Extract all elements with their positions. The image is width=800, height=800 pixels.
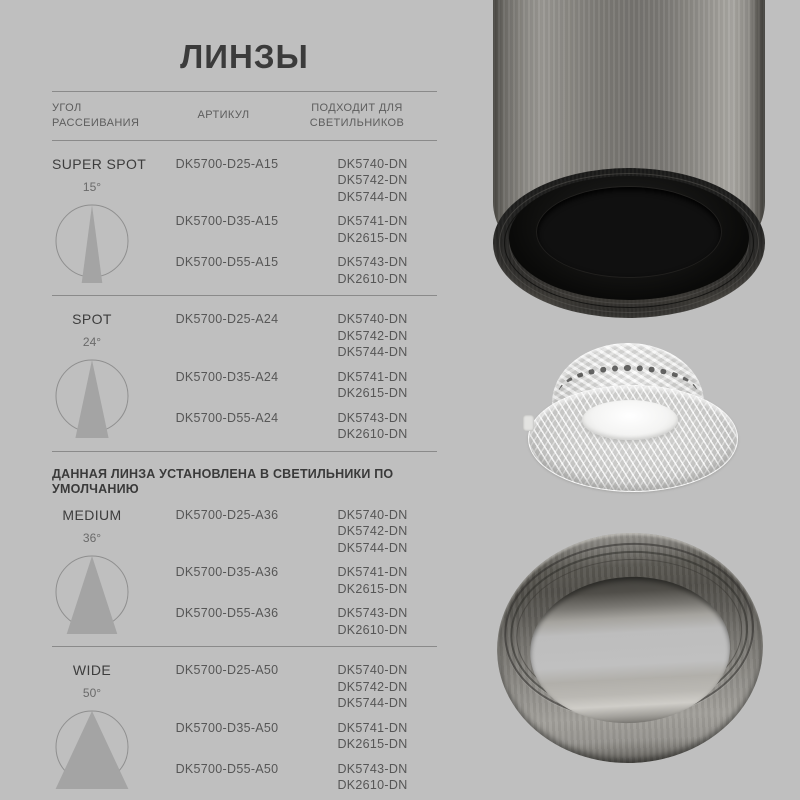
- fixture-item: DK5743-DN: [337, 255, 408, 270]
- fixtures-cell: [322, 564, 437, 597]
- fixture-item: DK5741-DN: [337, 214, 408, 229]
- fixture-item: DK5742-DN: [337, 524, 408, 539]
- beam-cone: [75, 360, 108, 438]
- fixture-item: DK5740-DN: [337, 663, 408, 678]
- fixture-item: DK2615-DN: [337, 386, 408, 401]
- fixture-item: DK5744-DN: [337, 540, 408, 555]
- table-row: [132, 720, 437, 753]
- table-header: [52, 92, 437, 140]
- table-row: [132, 213, 437, 246]
- page-title: ЛИНЗЫ: [180, 38, 309, 75]
- fixture-item: DK5741-DN: [337, 565, 408, 580]
- fixture-item: DK5741-DN: [337, 369, 408, 384]
- beam-angle-column: [52, 507, 132, 647]
- fixture-item: DK5744-DN: [337, 189, 408, 204]
- fixtures-cell: [322, 369, 437, 402]
- article-cell: DK5700-D35-A15: [175, 214, 279, 229]
- default-lens-note: ДАННАЯ ЛИНЗА УСТАНОВЛЕНА В СВЕТИЛЬНИКИ ПО УМОЛЧАНИЮ: [52, 466, 394, 496]
- article-cell: DK5700-D55-A50: [175, 761, 279, 776]
- section-rows: [132, 662, 437, 800]
- beam-angle-value: 36°: [82, 530, 102, 545]
- table-row: [132, 156, 437, 206]
- fixtures-cell: [322, 156, 437, 206]
- section-rows: [132, 311, 437, 451]
- article-cell: DK5700-D35-A24: [175, 369, 279, 384]
- article-cell: DK5700-D55-A36: [175, 606, 279, 621]
- beam-angle-value: 15°: [82, 179, 102, 194]
- fixture-item: DK5742-DN: [337, 173, 408, 188]
- fixture-item: DK5743-DN: [337, 410, 408, 425]
- fixture-item: DK2610-DN: [337, 271, 408, 286]
- table-row: [132, 311, 437, 361]
- beam-angle-value: 24°: [82, 335, 102, 350]
- article-cell: DK5700-D55-A24: [175, 410, 279, 425]
- fixture-item: DK2610-DN: [337, 778, 408, 793]
- fixtures-cell: [322, 662, 437, 712]
- lens-section: [52, 296, 437, 452]
- table-row: [132, 761, 437, 794]
- beam-name: SUPER SPOT: [52, 155, 147, 172]
- luminaire-body-photo: [493, 0, 765, 320]
- beam-cone: [56, 711, 129, 789]
- lens-table: [52, 0, 437, 800]
- lens-section: [52, 141, 437, 297]
- fixtures-cell: [322, 720, 437, 753]
- fixture-item: DK2610-DN: [337, 622, 408, 637]
- decorative-ring-photo: [491, 526, 769, 770]
- beam-angle-column: [52, 311, 132, 451]
- table-row: [132, 564, 437, 597]
- fixtures-cell: [322, 605, 437, 638]
- article-cell: DK5700-D35-A50: [175, 720, 279, 735]
- beam-cone: [82, 205, 103, 283]
- table-row: [132, 369, 437, 402]
- section-rows: [132, 156, 437, 296]
- beam-angle-column: [52, 662, 132, 800]
- section-rows: [132, 507, 437, 647]
- fixtures-cell: [322, 311, 437, 361]
- fixture-item: DK5744-DN: [337, 696, 408, 711]
- fixture-item: DK5743-DN: [337, 606, 408, 621]
- lens-section: [52, 647, 437, 800]
- lens-section: [52, 452, 437, 648]
- beam-angle-diagram: [54, 551, 130, 635]
- beam-cone: [67, 556, 118, 634]
- column-header-article: АРТИКУЛ: [197, 109, 250, 122]
- beam-name: MEDIUM: [62, 506, 122, 523]
- beam-name: SPOT: [72, 311, 112, 328]
- beam-angle-column: [52, 155, 147, 296]
- fixtures-cell: [322, 761, 437, 794]
- fixture-item: DK5744-DN: [337, 345, 408, 360]
- lens-tab: [523, 415, 534, 431]
- fixture-item: DK5740-DN: [337, 507, 408, 522]
- fixtures-cell: [322, 507, 437, 557]
- beam-angle-diagram: [54, 706, 130, 790]
- beam-name: WIDE: [72, 662, 112, 679]
- fixture-item: DK2615-DN: [337, 581, 408, 596]
- table-row: [132, 254, 437, 287]
- sections: [52, 141, 437, 800]
- luminaire-bottom-rim: [493, 168, 765, 318]
- fixture-item: DK5740-DN: [337, 156, 408, 171]
- fixtures-cell: [322, 213, 437, 246]
- beam-angle-value: 50°: [82, 686, 102, 701]
- fixture-item: DK5741-DN: [337, 720, 408, 735]
- column-header-fixtures: ПОДХОДИТ ДЛЯ СВЕТИЛЬНИКОВ: [309, 102, 405, 129]
- article-cell: DK5700-D25-A24: [175, 312, 279, 327]
- table-row: [132, 410, 437, 443]
- article-cell: DK5700-D55-A15: [175, 255, 279, 270]
- beam-angle-diagram: [54, 200, 130, 284]
- fixture-item: DK5743-DN: [337, 761, 408, 776]
- table-row: [132, 662, 437, 712]
- fixture-item: DK5740-DN: [337, 312, 408, 327]
- fixture-item: DK2615-DN: [337, 230, 408, 245]
- fixture-item: DK5742-DN: [337, 328, 408, 343]
- luminaire-inner-recess: [537, 187, 721, 277]
- lens-center: [582, 400, 678, 440]
- fixtures-cell: [322, 410, 437, 443]
- article-cell: DK5700-D25-A15: [175, 156, 279, 171]
- article-cell: DK5700-D25-A36: [175, 507, 279, 522]
- table-row: [132, 605, 437, 638]
- column-header-beam-angle: УГОЛ РАССЕИВАНИЯ: [52, 102, 140, 129]
- table-row: [132, 507, 437, 557]
- beam-angle-diagram: [54, 355, 130, 439]
- fixture-item: DK2610-DN: [337, 427, 408, 442]
- lens-photo: [528, 343, 738, 493]
- fixtures-cell: [322, 254, 437, 287]
- article-cell: DK5700-D35-A36: [175, 565, 279, 580]
- fixture-item: DK5742-DN: [337, 679, 408, 694]
- fixture-item: DK2615-DN: [337, 737, 408, 752]
- article-cell: DK5700-D25-A50: [175, 663, 279, 678]
